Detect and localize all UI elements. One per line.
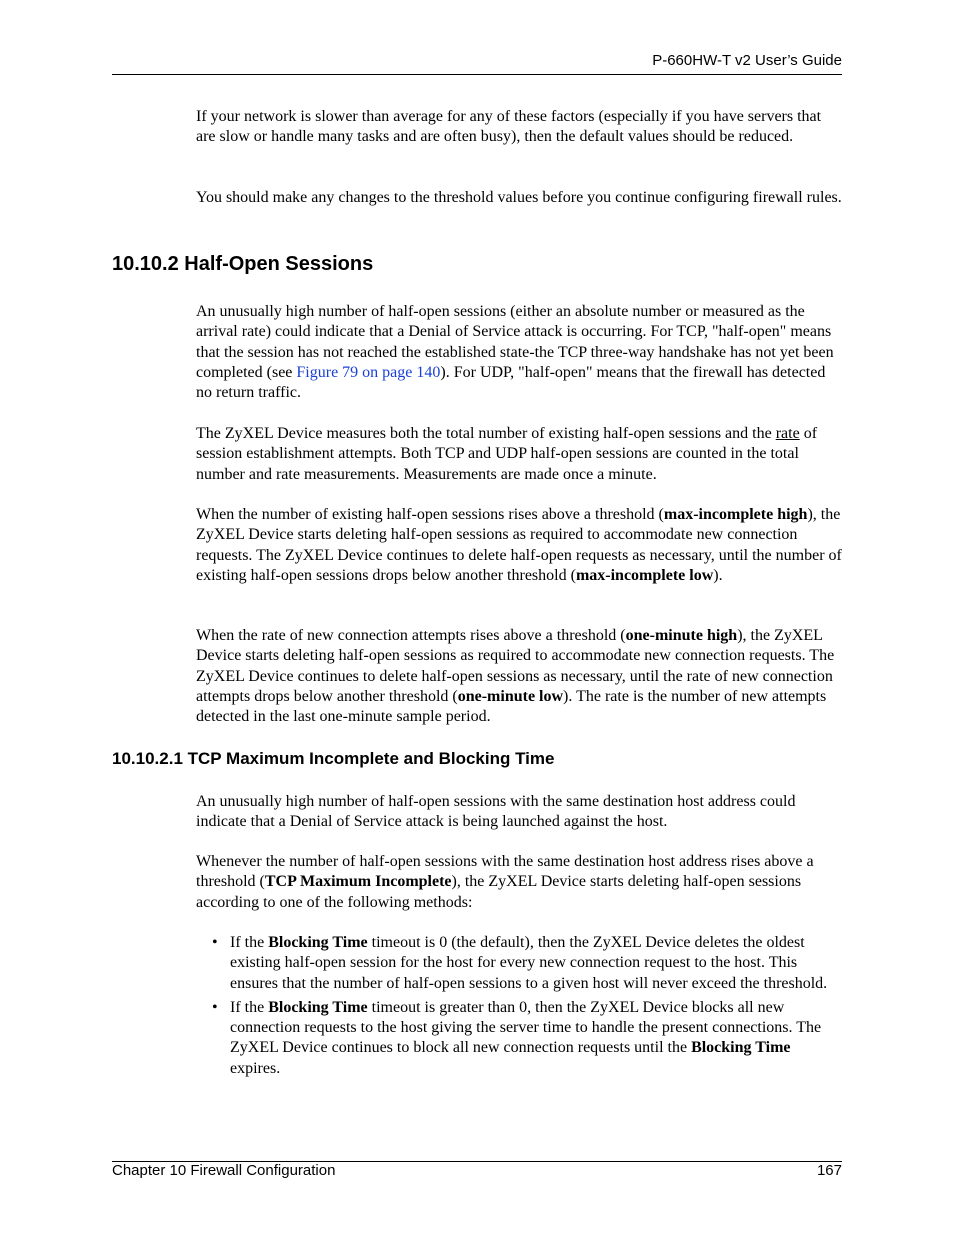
methods-list bbox=[196, 933, 842, 1079]
section-paragraph-3: When the number of existing half-open sessions rises above a threshold (max-incomplete high), the ZyXEL Device starts deleting half-open sessions as required to accommodate new connection requests. The ZyXEL Device continues to delete half-open requests as necessary, until the number of existing half-open sessions drops below another threshold (max-incomplete low). bbox=[196, 506, 842, 584]
running-header: P-660HW-T v2 User’s Guide bbox=[652, 52, 842, 69]
bullet-icon: • bbox=[212, 998, 218, 1016]
section-paragraph-2: The ZyXEL Device measures both the total number of existing half-open sessions and the rate of session establishment attempts. Both TCP and UDP half-open sessions are counted in the total number and rate measurements. Measurements are made once a minute. bbox=[196, 425, 818, 483]
subsection-paragraph-1: An unusually high number of half-open sessions with the same destination host address could indicate that a Denial of Service attack is being launched against the host. bbox=[196, 793, 796, 831]
header-rule bbox=[112, 74, 842, 75]
subsection-paragraph-2: Whenever the number of half-open sessions with the same destination host address rises above a threshold (TCP Maximum Incomplete), the ZyXEL Device starts deleting half-open sessions according to one of the following methods: bbox=[196, 853, 814, 911]
section-paragraph-4: When the rate of new connection attempts rises above a threshold (one-minute high), the ZyXEL Device starts deleting half-open sessions as required to accommodate new connection requests. The ZyXEL Device continues to delete half-open sessions as necessary, until the rate of new connection attempts drops below another threshold (one-minute low). The rate is the number of new attempts detected in the last one-minute sample period. bbox=[196, 627, 835, 726]
intro-paragraph-1: If your network is slower than average for any of these factors (especially if you have servers that are slow or handle many tasks and are often busy), then the default values should be reduced. bbox=[196, 108, 822, 146]
section-paragraph-1: An unusually high number of half-open sessions (either an absolute number or measured as the arrival rate) could indicate that a Denial of Service attack is occurring. For TCP, "half-open" means that the session has not reached the established state-the TCP three-way handshake has not yet been completed (see Figure 79 on page 140). For UDP, "half-open" means that the firewall has detected no return traffic. bbox=[196, 303, 834, 402]
list-item: • If the Blocking Time timeout is 0 (the default), then the ZyXEL Device deletes the oldest existing half-open session for the host for every new connection request to the host. This ensures that the number of half-open sessions to a given host will never exceed the threshold. bbox=[212, 934, 828, 992]
figure-link[interactable]: Figure 79 on page 140 bbox=[296, 363, 441, 381]
list-item: • If the Blocking Time timeout is greater than 0, then the ZyXEL Device blocks all new connection requests to the host giving the server time to handle the present connections. The ZyXEL Device continues to block all new connection requests until the Blocking Time expires. bbox=[212, 998, 822, 1077]
footer-chapter: Chapter 10 Firewall Configuration bbox=[112, 1162, 336, 1179]
section-heading: 10.10.2 Half-Open Sessions bbox=[112, 253, 374, 275]
subsection-heading: 10.10.2.1 TCP Maximum Incomplete and Blocking Time bbox=[112, 749, 555, 768]
page-number: 167 bbox=[816, 1162, 842, 1179]
bullet-icon: • bbox=[212, 934, 218, 951]
intro-paragraph-2: You should make any changes to the threshold values before you continue configuring firewall rules. bbox=[196, 189, 842, 206]
running-footer bbox=[112, 1162, 842, 1179]
